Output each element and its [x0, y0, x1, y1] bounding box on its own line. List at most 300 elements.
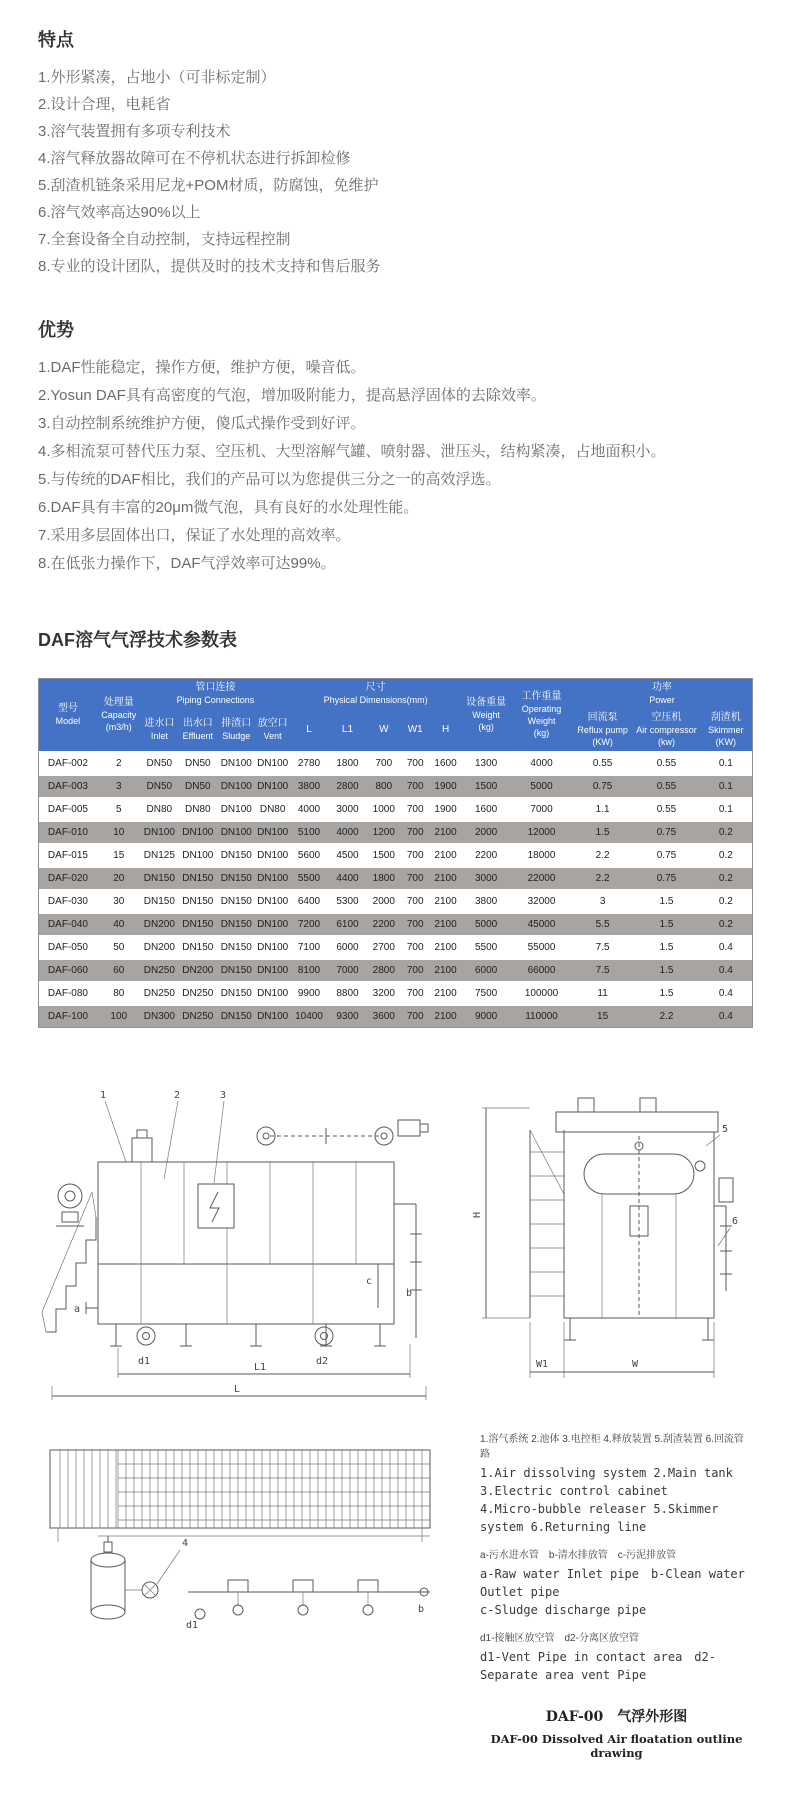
- dimension-H: [472, 1108, 530, 1318]
- list-item: 3.溶气装置拥有多项专利技术: [38, 123, 231, 140]
- callout-4: 4: [182, 1538, 189, 1549]
- spec-table-cell: 8100: [290, 958, 327, 981]
- spec-table-cell: 1900: [430, 774, 461, 797]
- spec-table-cell: DAF-040: [39, 912, 97, 935]
- spec-table-cell: 6000: [328, 935, 368, 958]
- frame: [556, 1098, 718, 1318]
- list-item: 4.溶气释放器故障可在不停机状态进行拆卸检修: [38, 150, 351, 167]
- spec-table-cell: 700: [400, 843, 430, 866]
- spec-table-cell: 3000: [461, 866, 511, 889]
- dimension-L1: [118, 1344, 410, 1378]
- col-group-power: [572, 679, 752, 709]
- col-model: [39, 679, 97, 751]
- spec-table-cell: DN200: [141, 935, 178, 958]
- spec-table-cell: 1600: [430, 751, 461, 774]
- spec-table-cell: DN150: [218, 866, 255, 889]
- col-effluent: [178, 709, 218, 751]
- spec-table-cell: DN80: [178, 797, 218, 820]
- dimension-L: [52, 1384, 426, 1400]
- spec-table-cell: DN150: [218, 912, 255, 935]
- list-item: 8.在低张力操作下，DAF气浮效率可达99%。: [38, 555, 336, 572]
- spec-table-cell: 2100: [430, 889, 461, 912]
- spec-table-cell: 1200: [367, 820, 400, 843]
- spec-table-cell: 1600: [461, 797, 511, 820]
- col-air-compressor: [633, 709, 699, 751]
- label-en: Effluent: [182, 731, 213, 741]
- spec-table-cell: 3: [97, 774, 141, 797]
- spec-table-header: [39, 679, 752, 751]
- spec-table-row: [39, 797, 752, 820]
- spec-table-cell: 3200: [367, 981, 400, 1004]
- base: [564, 1318, 714, 1340]
- port-label-b: b: [406, 1288, 413, 1299]
- spec-table-cell: DN80: [141, 797, 178, 820]
- spec-table-cell: 0.1: [700, 774, 752, 797]
- releaser-pump: [125, 1538, 188, 1598]
- spec-table-cell: 1900: [430, 797, 461, 820]
- technical-drawings-section: [38, 1086, 753, 1760]
- spec-table-cell: DAF-100: [39, 1004, 97, 1027]
- label-en: Air compressor: [636, 725, 697, 735]
- spec-table-cell: DN100: [255, 866, 290, 889]
- callout-3: 3: [220, 1090, 227, 1101]
- spec-table-cell: 9300: [328, 1004, 368, 1027]
- label-dim: L: [306, 724, 312, 735]
- drawing-legend: [446, 1406, 753, 1760]
- spec-table-cell: DAF-015: [39, 843, 97, 866]
- tank-body: [98, 1162, 394, 1324]
- left-pump: [56, 1184, 84, 1226]
- spec-table-cell: 4400: [328, 866, 368, 889]
- spec-table-cell: 2200: [461, 843, 511, 866]
- spec-table-cell: 7200: [290, 912, 327, 935]
- spec-table-cell: 1.5: [633, 912, 699, 935]
- callout-2: 2: [174, 1090, 181, 1101]
- spec-table-cell: 0.1: [700, 797, 752, 820]
- spec-table-cell: 3600: [367, 1004, 400, 1027]
- spec-table-cell: 30: [97, 889, 141, 912]
- advantages-list: [38, 354, 753, 578]
- spec-table-cell: DAF-020: [39, 866, 97, 889]
- spec-table-row: [39, 1004, 752, 1027]
- spec-table-cell: DN100: [255, 843, 290, 866]
- spec-table-cell: 700: [400, 774, 430, 797]
- spec-table-cell: 1.5: [633, 981, 699, 1004]
- spec-table-cell: 7000: [511, 797, 572, 820]
- port-label-d1: d1: [186, 1620, 199, 1630]
- list-item: 6.DAF具有丰富的20μm微气泡，具有良好的水处理性能。: [38, 499, 419, 516]
- label-en: Physical Dimensions(mm): [323, 695, 428, 705]
- spec-table-cell: 55000: [511, 935, 572, 958]
- label-dim: H: [441, 724, 450, 735]
- spec-table-cell: DN80: [255, 797, 290, 820]
- label-en: Reflux pump: [577, 725, 628, 735]
- right-piping: [714, 1178, 733, 1291]
- spec-table-cell: 9000: [461, 1004, 511, 1027]
- list-item: 5.刮渣机链条采用尼龙+POM材质，防腐蚀，免维护: [38, 177, 379, 194]
- label-zh: 空压机: [651, 712, 682, 723]
- spec-table-cell: 2.2: [633, 1004, 699, 1027]
- label-en: Model: [55, 716, 81, 726]
- spec-table-cell: 5.5: [572, 912, 633, 935]
- ladder: [530, 1130, 564, 1318]
- port-label-d2: d2: [316, 1356, 329, 1367]
- legend-zh-pipes: a-污水进水管 b-清水排放管 c-污泥排放管: [480, 1550, 677, 1561]
- label-en: Weight: [527, 716, 556, 726]
- spec-table-cell: DN50: [141, 774, 178, 797]
- spec-table-cell: 110000: [511, 1004, 572, 1027]
- spec-table-cell: DN150: [218, 889, 255, 912]
- spec-table-cell: DN100: [218, 797, 255, 820]
- spec-table-cell: 2100: [430, 843, 461, 866]
- spec-table-cell: 20: [97, 866, 141, 889]
- stairs: [42, 1192, 96, 1332]
- spec-table-cell: 700: [400, 935, 430, 958]
- spec-table-cell: 6100: [328, 912, 368, 935]
- spec-table-row: [39, 843, 752, 866]
- col-group-dimensions: [290, 679, 461, 709]
- spec-table-cell: 11: [572, 981, 633, 1004]
- spec-table-cell: 700: [400, 797, 430, 820]
- bottom-pipe-run: [186, 1580, 430, 1630]
- legend-zh-systems: 1.溶气系统 2.池体 3.电控柜 4.释放装置 5.刮渣装置 6.回流管路: [480, 1434, 744, 1460]
- spec-table-cell: DN150: [218, 935, 255, 958]
- spec-table-cell: 1500: [461, 774, 511, 797]
- spec-table-cell: 0.4: [700, 981, 752, 1004]
- label-en: Skimmer: [708, 725, 744, 735]
- spec-table-cell: 0.55: [633, 797, 699, 820]
- label-en: Capacity: [101, 710, 137, 720]
- spec-table-cell: 1000: [367, 797, 400, 820]
- end-view-cell: [446, 1086, 753, 1406]
- spec-table-cell: 0.2: [700, 866, 752, 889]
- spec-table-cell: 700: [400, 820, 430, 843]
- spec-table-cell: DN100: [255, 820, 290, 843]
- side-view-drawing: [38, 1086, 438, 1406]
- spec-table-cell: 5500: [290, 866, 327, 889]
- spec-table-cell: 1.5: [633, 958, 699, 981]
- spec-table-cell: 1.5: [633, 889, 699, 912]
- spec-table-cell: 700: [400, 1004, 430, 1027]
- spec-table-cell: 3000: [328, 797, 368, 820]
- spec-table-cell: 7000: [328, 958, 368, 981]
- spec-table-cell: 0.55: [572, 751, 633, 774]
- col-sludge: [218, 709, 255, 751]
- spec-table-cell: 0.55: [633, 774, 699, 797]
- spec-table-cell: 700: [400, 751, 430, 774]
- label-dim: W: [379, 724, 389, 735]
- spec-table-cell: 0.75: [572, 774, 633, 797]
- port-label-b: b: [418, 1604, 425, 1615]
- spec-table-cell: 1500: [367, 843, 400, 866]
- spec-table-cell: 2000: [461, 820, 511, 843]
- dimension-W: [530, 1322, 714, 1378]
- label-zh: 尺寸: [365, 682, 386, 693]
- label-zh: 功率: [651, 682, 672, 693]
- label-unit: (m3/h): [105, 722, 132, 732]
- spec-table-cell: 100: [97, 1004, 141, 1027]
- spec-table-cell: 700: [400, 866, 430, 889]
- spec-table-cell: DAF-005: [39, 797, 97, 820]
- label-zh: 设备重量: [466, 697, 507, 708]
- spec-table-cell: 700: [400, 958, 430, 981]
- spec-table-cell: 800: [367, 774, 400, 797]
- air-vessel-side: [91, 1536, 125, 1619]
- spec-table-cell: 15: [97, 843, 141, 866]
- spec-table-cell: 66000: [511, 958, 572, 981]
- spec-table-row: [39, 889, 752, 912]
- spec-table-cell: 2100: [430, 866, 461, 889]
- list-item: 6.溶气效率高达90%以上: [38, 204, 201, 221]
- port-label-c: c: [366, 1276, 373, 1287]
- spec-table-cell: 2.2: [572, 843, 633, 866]
- spec-table-cell: 2700: [367, 935, 400, 958]
- spec-table-cell: DN100: [178, 843, 218, 866]
- col-H: [430, 709, 461, 751]
- spec-table-cell: DN150: [218, 1004, 255, 1027]
- spec-table-cell: DN100: [218, 751, 255, 774]
- spec-table-cell: DN250: [178, 1004, 218, 1027]
- dim-label-W1: W1: [536, 1359, 549, 1370]
- spec-table-cell: 700: [367, 751, 400, 774]
- spec-table-cell: DN100: [255, 981, 290, 1004]
- air-vessel: [584, 1142, 705, 1318]
- spec-table-cell: DN150: [218, 981, 255, 1004]
- spec-table-body: [39, 751, 752, 1027]
- list-item: 8.专业的设计团队，提供及时的技术支持和售后服务: [38, 258, 381, 275]
- spec-table-cell: DN100: [218, 820, 255, 843]
- spec-table-cell: 4000: [290, 797, 327, 820]
- spec-table-cell: DN100: [255, 958, 290, 981]
- legend-en-pipes-1: a-Raw water Inlet pipe b-Clean water Outlet pipe: [480, 1567, 745, 1599]
- spec-table-row: [39, 912, 752, 935]
- spec-table-row: [39, 751, 752, 774]
- spec-table-cell: DN125: [141, 843, 178, 866]
- advantages-title: 优势: [38, 320, 74, 340]
- label-en: Power: [649, 695, 675, 705]
- spec-table-cell: 1.1: [572, 797, 633, 820]
- spec-table-row: [39, 774, 752, 797]
- spec-table-cell: DN50: [178, 751, 218, 774]
- label-en: Operating: [521, 704, 562, 714]
- legend-zh-vents: d1-接触区放空管 d2-分离区放空管: [480, 1633, 639, 1644]
- label-zh: 出水口: [182, 718, 213, 729]
- spec-table-cell: DN100: [255, 751, 290, 774]
- spec-table-cell: 5500: [461, 935, 511, 958]
- spec-table-cell: 0.55: [633, 751, 699, 774]
- spec-table-cell: 18000: [511, 843, 572, 866]
- col-reflux-pump: [572, 709, 633, 751]
- spec-table-cell: 1800: [367, 866, 400, 889]
- label-zh: 处理量: [103, 697, 134, 708]
- col-W: [367, 709, 400, 751]
- spec-table-cell: 2100: [430, 958, 461, 981]
- spec-table-cell: 5600: [290, 843, 327, 866]
- spec-table-cell: DAF-002: [39, 751, 97, 774]
- bottom-ports: [74, 1302, 333, 1367]
- label-zh: 放空口: [257, 718, 288, 729]
- spec-table-cell: 6400: [290, 889, 327, 912]
- spec-table-cell: 2100: [430, 1004, 461, 1027]
- spec-table-cell: 5: [97, 797, 141, 820]
- end-view-drawing: [472, 1086, 742, 1396]
- callouts: [100, 1090, 226, 1183]
- spec-table-cell: DN150: [178, 935, 218, 958]
- label-unit: (kg): [478, 722, 494, 732]
- spec-table-cell: DN100: [178, 820, 218, 843]
- label-unit: (kg): [533, 728, 550, 738]
- top-motor: [132, 1130, 152, 1162]
- label-zh: 排渣口: [221, 718, 252, 729]
- spec-table-cell: 1800: [328, 751, 368, 774]
- spec-table-cell: 3800: [461, 889, 511, 912]
- spec-table-cell: 4000: [511, 751, 572, 774]
- spec-table-cell: DN100: [255, 774, 290, 797]
- label-zh: 刮渣机: [710, 712, 741, 723]
- spec-table-cell: 2100: [430, 935, 461, 958]
- list-item: 7.全套设备全自动控制，支持远程控制: [38, 231, 291, 248]
- spec-table-cell: 2: [97, 751, 141, 774]
- col-L: [290, 709, 327, 751]
- label-zh: 型号: [57, 703, 78, 714]
- label-unit: (KW): [592, 737, 613, 747]
- list-item: 5.与传统的DAF相比，我们的产品可以为您提供三分之一的高效浮选。: [38, 471, 501, 488]
- spec-table-title: DAF溶气气浮技术参数表: [38, 630, 237, 650]
- list-item: 4.多相流泵可替代压力泵、空压机、大型溶解气罐、喷射器、泄压头，结构紧凑，占地面积小。: [38, 443, 666, 460]
- spec-table-cell: 5000: [461, 912, 511, 935]
- spec-table-cell: 100000: [511, 981, 572, 1004]
- col-weight: [461, 679, 511, 751]
- dim-label-L1: L1: [254, 1362, 267, 1373]
- spec-table-cell: 2800: [367, 958, 400, 981]
- spec-table-cell: DN100: [255, 889, 290, 912]
- label-en: Weight: [472, 710, 501, 720]
- spec-table-cell: 0.1: [700, 751, 752, 774]
- label-dim: W1: [407, 724, 423, 735]
- dim-label-H: H: [472, 1211, 483, 1218]
- port-label-d1: d1: [138, 1356, 151, 1367]
- spec-table-cell: 2100: [430, 912, 461, 935]
- spec-table-cell: 4500: [328, 843, 368, 866]
- col-group-piping: [141, 679, 291, 709]
- spec-table-cell: 2.2: [572, 866, 633, 889]
- label-zh: 管口连接: [195, 682, 236, 693]
- spec-table-cell: 7.5: [572, 935, 633, 958]
- label-dim: L1: [341, 724, 354, 735]
- features-title: 特点: [38, 30, 74, 50]
- spec-table-cell: DN100: [141, 820, 178, 843]
- spec-table-cell: 4000: [328, 820, 368, 843]
- spec-table-cell: 0.2: [700, 843, 752, 866]
- spec-table-cell: 12000: [511, 820, 572, 843]
- label-en: Vent: [263, 731, 282, 741]
- list-item: 1.DAF性能稳定，操作方便，维护方便，噪音低。: [38, 359, 366, 376]
- spec-table-cell: 2100: [430, 981, 461, 1004]
- callout-5: 5: [722, 1124, 729, 1135]
- spec-table-cell: DN100: [255, 1004, 290, 1027]
- spec-table-cell: 45000: [511, 912, 572, 935]
- spec-table-cell: 80: [97, 981, 141, 1004]
- spec-table-cell: 1.5: [572, 820, 633, 843]
- spec-table-row: [39, 820, 752, 843]
- spec-table-cell: 5300: [328, 889, 368, 912]
- spec-table-row: [39, 981, 752, 1004]
- spec-table-cell: 0.75: [633, 820, 699, 843]
- spec-table-cell: 2100: [430, 820, 461, 843]
- spec-table-cell: 7100: [290, 935, 327, 958]
- spec-table-cell: 700: [400, 889, 430, 912]
- spec-table-cell: 7500: [461, 981, 511, 1004]
- label-unit: (KW): [715, 737, 737, 747]
- spec-table-cell: 700: [400, 981, 430, 1004]
- top-view-drawing: [38, 1440, 438, 1630]
- spec-table-cell: DN150: [218, 843, 255, 866]
- col-capacity: [97, 679, 141, 751]
- spec-table-cell: DN100: [218, 774, 255, 797]
- features-section: [38, 26, 753, 280]
- spec-table-cell: 0.4: [700, 1004, 752, 1027]
- spec-table-cell: DN300: [141, 1004, 178, 1027]
- spec-table-cell: 2200: [367, 912, 400, 935]
- callout-1: 1: [100, 1090, 107, 1101]
- spec-table-cell: 0.75: [633, 866, 699, 889]
- legend-en-vents: d1-Vent Pipe in contact area d2-Separate area vent Pipe: [480, 1650, 716, 1682]
- spec-table-cell: DN150: [178, 889, 218, 912]
- spec-table-cell: 0.2: [700, 889, 752, 912]
- spec-table-cell: 0.2: [700, 820, 752, 843]
- col-skimmer: [700, 709, 752, 751]
- spec-table-cell: 40: [97, 912, 141, 935]
- legend-en-systems-2: 4.Micro-bubble releaser 5.Skimmer system 6.Returning line: [480, 1502, 719, 1534]
- spec-table-cell: DN150: [141, 889, 178, 912]
- label-zh: 工作重量: [521, 691, 562, 702]
- electric-control-box: [198, 1184, 234, 1228]
- spec-table-cell: 32000: [511, 889, 572, 912]
- spec-table-cell: DN200: [178, 958, 218, 981]
- spec-table: [38, 678, 753, 1028]
- spec-table-cell: DN50: [178, 774, 218, 797]
- spec-table-cell: DN100: [255, 935, 290, 958]
- spec-table-cell: 2000: [367, 889, 400, 912]
- spec-table-cell: DN50: [141, 751, 178, 774]
- spec-table-cell: DAF-010: [39, 820, 97, 843]
- list-item: 7.采用多层固体出口，保证了水处理的高效率。: [38, 527, 351, 544]
- spec-table-cell: DN250: [178, 981, 218, 1004]
- col-W1: [400, 709, 430, 751]
- spec-table-row: [39, 866, 752, 889]
- label-en: Sludge: [222, 731, 251, 741]
- label-en: Inlet: [150, 731, 168, 741]
- spec-table-row: [39, 935, 752, 958]
- spec-table-cell: 60: [97, 958, 141, 981]
- spec-table-cell: DAF-003: [39, 774, 97, 797]
- drawing-caption-zh: DAF-00 气浮外形图: [545, 1709, 688, 1725]
- scraper-assembly: [257, 1120, 428, 1145]
- spec-table-cell: DAF-050: [39, 935, 97, 958]
- spec-table-cell: 0.4: [700, 935, 752, 958]
- spec-table-cell: DN150: [141, 866, 178, 889]
- spec-table-cell: 10400: [290, 1004, 327, 1027]
- spec-table-cell: 3: [572, 889, 633, 912]
- spec-table-cell: DN150: [178, 866, 218, 889]
- legend-en-systems-1: 1.Air dissolving system 2.Main tank 3.Electric control cabinet: [480, 1466, 733, 1498]
- spec-table-cell: 15: [572, 1004, 633, 1027]
- spec-table-cell: 0.75: [633, 843, 699, 866]
- spec-table-cell: 1.5: [633, 935, 699, 958]
- spec-table-cell: 7.5: [572, 958, 633, 981]
- spec-table-cell: 6000: [461, 958, 511, 981]
- spec-table-cell: 3800: [290, 774, 327, 797]
